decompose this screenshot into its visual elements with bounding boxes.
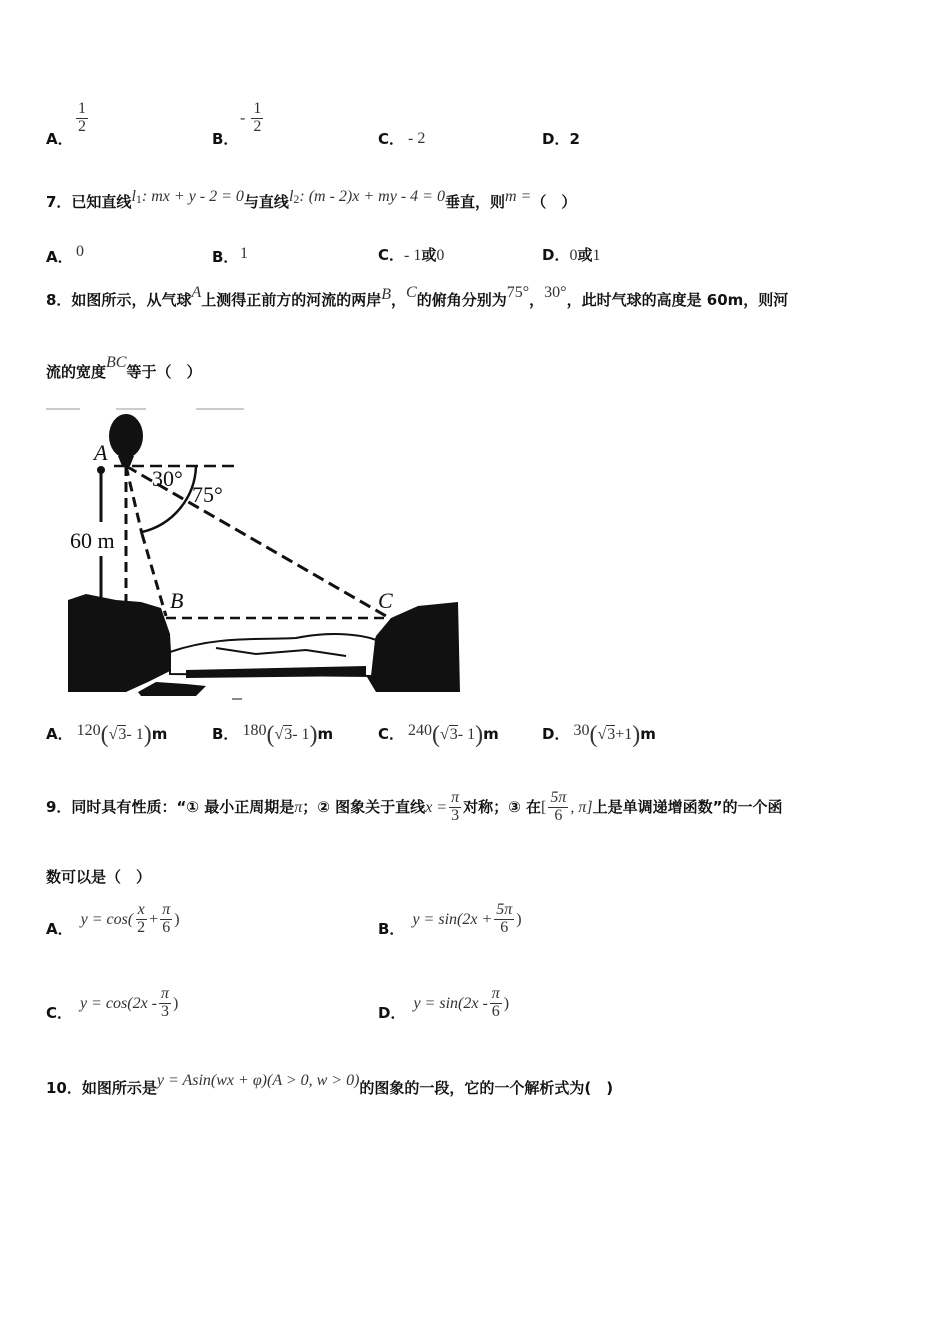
bank-rock [138,682,206,696]
figure-height-label: 60 m [70,528,115,553]
q8-prefix: 8．如图所示，从气球 [46,291,192,309]
q9-b-close: ) [516,910,522,928]
q9-c-close: ) [173,994,179,1012]
q9-b-frac-den: 6 [500,918,509,936]
balloon-shape [109,414,143,458]
q9-option-c [46,986,178,1023]
q8-c-sqrt-arg: 3 [449,726,458,743]
q7-d-or: 或 [577,246,593,264]
q6-b-denominator: 2 [253,117,262,135]
q8-option-a-label: A． [46,725,73,743]
q8-stem-line1 [46,284,788,310]
q7-mid: 与直线 [243,193,289,211]
q8-comma1: ， [391,291,407,309]
q9-stem-line1 [46,790,783,825]
q9-x-numerator: π [451,789,460,806]
q9-a-frac2-den: 6 [162,918,171,936]
q8-d-plus-one: +1 [615,726,633,743]
q7-l2-equation: : (m - 2)x + my - 4 = 0 [299,188,445,205]
q6-option-c-label: C． [378,130,405,148]
balloon-basket [118,456,134,466]
q7-option-a-value: 0 [76,243,84,260]
q8-a-close-paren: ) [143,722,152,748]
q8-balloon-river-figure [46,404,466,700]
q8-option-a [46,722,167,749]
figure-angle-30: 30° [152,466,183,491]
q8-bc: BC [106,354,127,371]
height-marker-dot [97,466,105,474]
figure-label-a: A [94,440,108,465]
q9-interval-denominator: 6 [554,806,563,824]
q10-formula: y = Asin(wx + φ)(A > 0, w > 0) [156,1072,360,1089]
q7-c-val1: - 1 [404,247,422,264]
q10-stem [46,1072,613,1098]
q6-option-b-value [240,101,265,136]
q10-prefix: 10．如图所示是 [46,1079,157,1097]
q9-x-denominator: 3 [451,806,460,824]
q8-d-open-paren: ( [589,722,598,748]
q8-a-open-paren: ( [100,722,109,748]
q8-a-coef: 120 [76,722,101,739]
q8-c-coef: 240 [408,722,433,739]
q9-pi: π [294,798,303,816]
q8-b-close-paren: ) [309,722,318,748]
q8-c-close-paren: ) [475,722,484,748]
q8-angle-30: 30° [544,284,567,301]
q6-a-denominator: 2 [78,117,86,135]
q9-option-d-label: D． [378,1003,406,1022]
sight-line-to-b [126,466,142,534]
q8-c-sqrt-sign: √ [440,726,449,743]
q9-b-frac-num: 5π [496,901,513,918]
q9-d-frac-num: π [491,985,500,1002]
q9-x-equals: x = [425,798,448,816]
q8-point-a: A [191,284,202,301]
q9-semi1: ；② 图象关于直线 [302,797,426,816]
q9-prefix: 9．同时具有性质：“① 最小正周期是 [46,797,295,816]
q8-d-coef: 30 [573,722,590,739]
q8-b-sqrt-arg: 3 [284,726,293,743]
q8-c-minus-one: - 1 [457,726,476,743]
q7-option-a-label: A． [46,248,73,266]
q8-option-c [378,722,499,749]
q9-d-prefix: y = sin(2x - [413,994,488,1012]
q6-option-a-label: A． [46,130,73,148]
q7-m-equals: m = [504,188,532,205]
q7-suffix: 垂直，则 [444,193,505,211]
q8-d-sqrt-sign: √ [597,726,607,743]
q9-d-frac-den: 6 [491,1002,500,1020]
q9-option-a [46,902,180,939]
q8-option-d [542,722,656,749]
q9-c-frac-den: 3 [161,1002,169,1020]
q8-d-sqrt-arg: 3 [607,726,616,743]
q7-l1-sub: 1 [135,192,142,206]
q7-l2-sub: 2 [293,192,300,206]
q7-l1-equation: : mx + y - 2 = 0 [141,188,244,205]
q9-b-prefix: y = sin(2x + [412,910,493,928]
q6-b-sign: - [240,109,246,127]
figure-artifact [232,698,242,700]
q8-c-unit: m [483,725,499,743]
q6-option-a-value [74,101,90,136]
q8-comma2: ， [529,291,545,309]
figure-angle-75: 75° [192,482,223,507]
q9-a-close: ) [174,910,180,928]
q7-c-or: 或 [421,246,437,264]
q7-option-d [542,244,600,265]
q9-d-close: ) [503,994,510,1012]
right-river-bank [364,602,460,692]
q8-angle-75: 75° [506,284,530,301]
q9-option-c-label: C． [46,1003,73,1022]
q8-d-unit: m [640,725,656,743]
q8-mid1: 上测得正前方的河流的两岸 [201,291,382,309]
q6-b-numerator: 1 [253,100,262,117]
q8-b-minus-one: - 1 [292,726,310,743]
q6-a-numerator: 1 [78,100,86,117]
q8-option-c-label: C． [378,725,405,743]
q8-b-sqrt-sign: √ [274,726,284,743]
q9-interval-numerator: 5π [550,789,567,806]
q7-option-c-label: C． [378,246,405,264]
q6-option-c-value: - 2 [408,130,426,147]
figure-label-c: C [378,588,393,613]
q8-option-b [212,722,333,749]
q8-a-sqrt-arg: 3 [118,726,127,743]
q7-stem [46,188,576,212]
q7-answer-paren: （ ） [531,193,577,211]
left-river-bank [68,594,172,692]
q7-prefix: 7．已知直线 [46,193,132,211]
q7-c-val2: 0 [436,247,445,264]
q10-suffix: 的图象的一段，它的一个解析式为( ) [359,1079,614,1097]
q9-mid: 对称；③ 在 [463,797,542,816]
q6-option-b-label: B． [212,130,239,148]
q9-option-d [378,986,509,1023]
q8-line2-prefix: 流的宽度 [46,363,107,381]
q6-option-d: D．2 [542,130,580,148]
q8-d-close-paren: ) [632,722,641,748]
q8-b-coef: 180 [242,722,267,739]
q9-option-b-label: B． [378,919,405,938]
q7-l2-name: l [288,188,294,205]
figure-artifact [196,408,244,410]
q9-a-frac1-den: 2 [137,918,146,936]
q8-point-c: C [406,284,417,301]
figure-artifact [116,408,146,410]
q9-a-plus: + [149,910,159,928]
q9-stem-line2: 数可以是（ ） [46,868,152,886]
figure-label-b: B [170,588,184,613]
q9-a-frac1-num: x [137,901,145,918]
q8-line2-suffix: 等于（ ） [126,363,202,381]
q7-option-c [378,244,444,265]
q7-option-b-label: B． [212,248,239,266]
q9-a-prefix: y = cos( [80,910,134,928]
q8-stem-line2 [46,354,201,382]
q7-d-val2: 1 [592,247,601,264]
q9-c-prefix: y = cos(2x - [80,994,157,1012]
q9-option-a-label: A． [46,919,73,938]
q8-suffix: ，此时气球的高度是 60m，则河 [566,291,789,309]
q7-option-d-label: D． [542,246,570,264]
q8-option-b-label: B． [212,725,239,743]
q9-interval-end: , π] [570,798,593,816]
q9-suffix: 上是单调递增函数”的一个函 [592,797,783,816]
q7-d-val1: 0 [569,247,578,264]
q8-option-d-label: D． [542,725,570,743]
figure-artifact [46,408,80,410]
q9-c-frac-num: π [161,985,170,1002]
q9-a-frac2-num: π [162,901,171,918]
q8-c-open-paren: ( [432,722,441,748]
q8-mid2: 的俯角分别为 [416,291,507,309]
q9-interval-open: [ [541,798,547,816]
q9-option-b [378,902,522,939]
q8-point-b: B [381,286,392,303]
q7-option-b-value: 1 [240,245,248,262]
q8-b-open-paren: ( [266,722,275,748]
q8-b-unit: m [317,725,334,743]
q8-a-sqrt-sign: √ [108,726,118,743]
q8-a-minus-one: - 1 [126,726,144,743]
q8-a-unit: m [151,725,168,743]
q7-l1-name: l [131,188,136,205]
